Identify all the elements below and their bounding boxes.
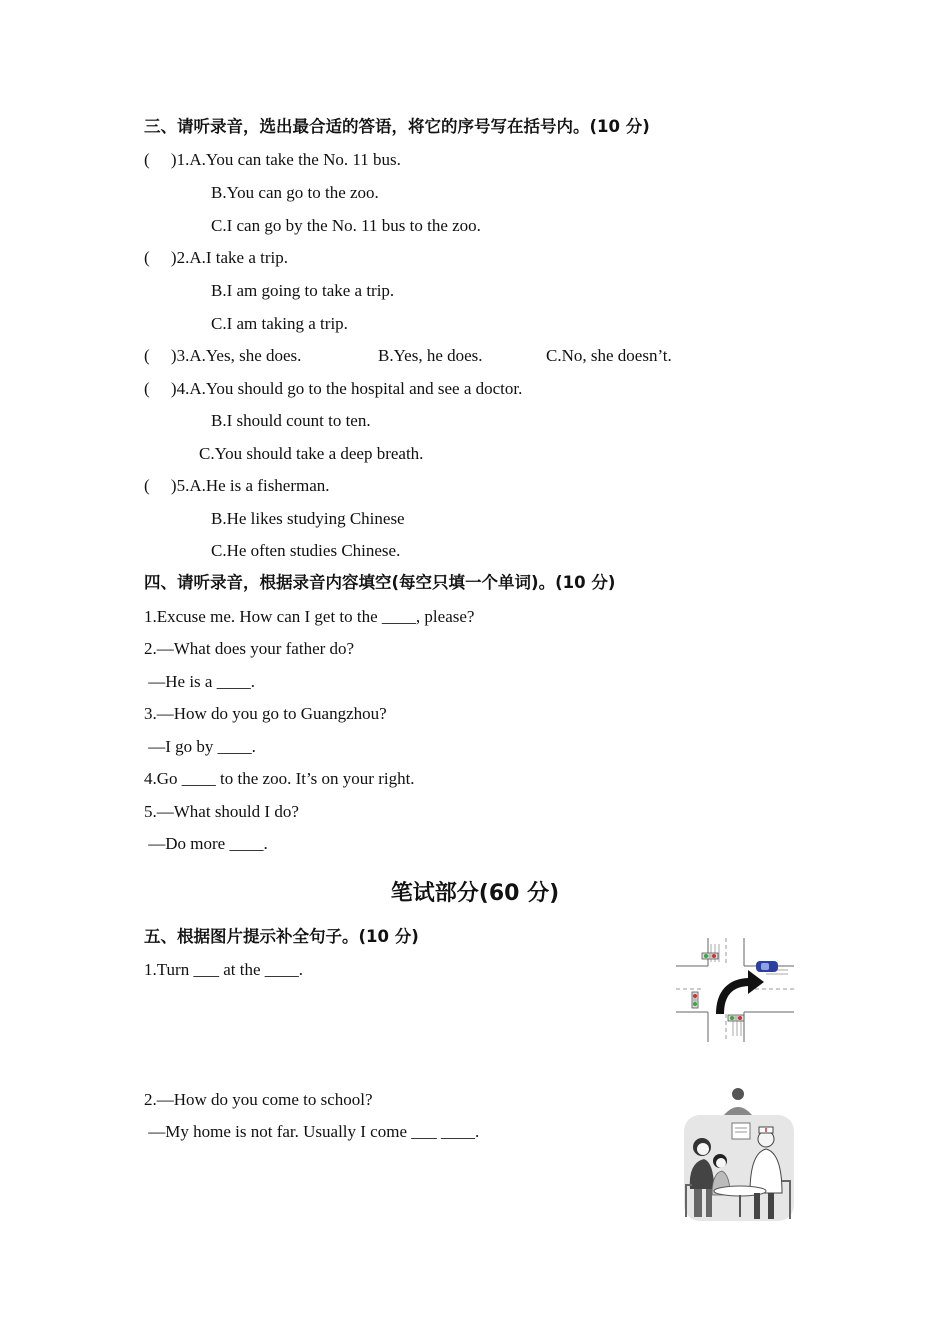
doctor-clinic-illustration [680, 1085, 798, 1227]
q2-option-c: C.I am taking a trip. [211, 314, 348, 333]
q2-option-b: B.I am going to take a trip. [211, 281, 395, 300]
fill-line-1: 1.Excuse me. How can I get to the ____, please? [144, 607, 475, 626]
q3-option-b: B.Yes, he does. [378, 346, 483, 365]
section4-heading: 四、请听录音，根据录音内容填空(每空只填一个单词)。(10 分) [144, 573, 616, 592]
q4-option-c: C.You should take a deep breath. [199, 444, 424, 463]
q5-option-c: C.He often studies Chinese. [211, 541, 401, 560]
q4-option-a: ( )4.A.You should go to the hospital and see a doctor. [144, 379, 523, 398]
fill-line-4: 3.—How do you go to Guangzhou? [144, 704, 387, 723]
q3-option-a: ( )3.A.Yes, she does. [144, 346, 302, 365]
picture-q2-line1: 2.—How do you come to school? [144, 1090, 373, 1109]
section5-heading: 五、根据图片提示补全句子。(10 分) [144, 927, 419, 946]
q2-option-a: ( )2.A.I take a trip. [144, 248, 288, 267]
written-part-title: 笔试部分(60 分) [390, 881, 560, 906]
fill-line-6: 4.Go ____ to the zoo. It’s on your right. [144, 769, 415, 788]
fill-line-5: —I go by ____. [144, 737, 256, 756]
q3-option-c: C.No, she doesn’t. [546, 346, 672, 365]
picture-q1-text: 1.Turn ___ at the ____. [144, 960, 303, 979]
fill-line-2: 2.—What does your father do? [144, 639, 355, 658]
q5-option-a: ( )5.A.He is a fisherman. [144, 476, 330, 495]
q4-option-b: B.I should count to ten. [211, 411, 371, 430]
intersection-turn-right-illustration [676, 938, 794, 1042]
fill-line-7: 5.—What should I do? [144, 802, 299, 821]
q1-option-c: C.I can go by the No. 11 bus to the zoo. [211, 216, 481, 235]
picture-q2-line2: —My home is not far. Usually I come ___ ____. [144, 1122, 480, 1141]
fill-line-8: —Do more ____. [144, 834, 268, 853]
q1-option-a: ( )1.A.You can take the No. 11 bus. [144, 150, 401, 169]
q1-option-b: B.You can go to the zoo. [211, 183, 379, 202]
q5-option-b: B.He likes studying Chinese [211, 509, 405, 528]
section3-heading: 三、请听录音，选出最合适的答语，将它的序号写在括号内。(10 分) [144, 117, 650, 136]
fill-line-3: —He is a ____. [144, 672, 255, 691]
